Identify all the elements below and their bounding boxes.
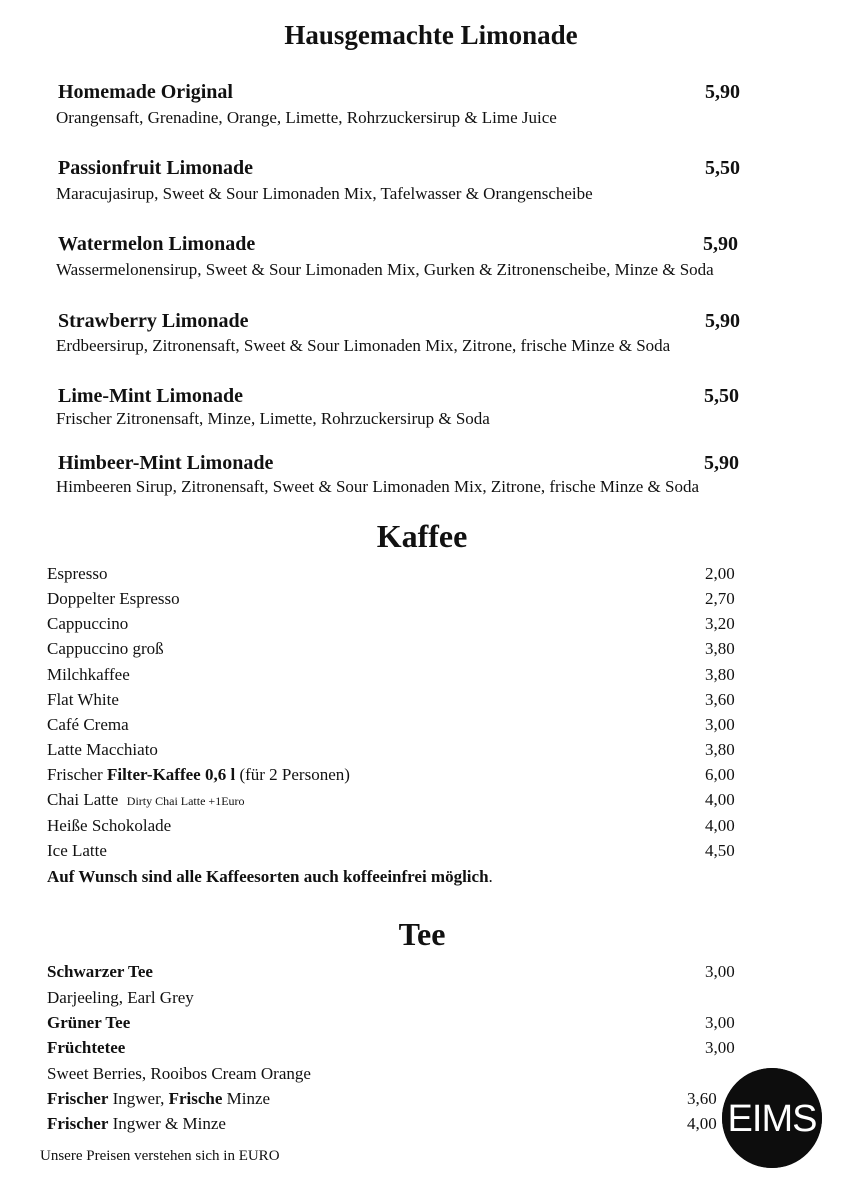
- lemonade-item-desc: Maracujasirup, Sweet & Sour Limonaden Mix, Tafelwasser & Orangenscheibe: [56, 184, 593, 203]
- filter-bold: Filter-Kaffee 0,6 l: [106, 765, 236, 784]
- eims-logo: [722, 1068, 822, 1168]
- tea-item-price: 3,00: [705, 962, 735, 981]
- coffee-item-name: Flat White: [47, 690, 119, 709]
- lemonade-item-price: 5,90: [705, 81, 740, 103]
- coffee-item-price: 3,80: [705, 740, 735, 759]
- tea-item-fresh-ginger-and-mint: [47, 1114, 226, 1134]
- coffee-title: Kaffee: [376, 518, 468, 554]
- lemonade-item-price: 5,90: [705, 310, 740, 332]
- filter-prefix: Frischer: [47, 765, 107, 784]
- lemonade-item-name: Watermelon Limonade: [58, 233, 256, 255]
- coffee-item-name: Doppelter Espresso: [47, 589, 180, 608]
- coffee-item-price: 3,20: [705, 614, 735, 633]
- decaf-note-end: .: [488, 867, 493, 886]
- coffee-item-price: 2,70: [705, 589, 735, 608]
- coffee-item-price: 4,50: [705, 841, 735, 860]
- eims-logo-mark: [722, 1068, 822, 1168]
- filter-suffix: (für 2 Personen): [235, 765, 350, 784]
- lemonade-item-desc: Erdbeersirup, Zitronensaft, Sweet & Sour Limonaden Mix, Zitrone, frische Minze & Soda: [56, 336, 671, 355]
- fresh1-p1: Frischer: [47, 1089, 109, 1108]
- coffee-item-price: 3,00: [705, 715, 735, 734]
- tea-varieties: Sweet Berries, Rooibos Cream Orange: [47, 1064, 311, 1083]
- lemonade-item-price: 5,50: [705, 157, 740, 179]
- coffee-item-price: 3,80: [705, 665, 735, 684]
- coffee-item-name: Milchkaffee: [47, 665, 130, 684]
- coffee-item-chai: [47, 790, 245, 810]
- lemonade-title: Hausgemachte Limonade: [284, 20, 578, 50]
- lemonade-item-desc: Frischer Zitronensaft, Minze, Limette, Rohrzuckersirup & Soda: [56, 409, 490, 428]
- fresh1-p3: Frische: [168, 1089, 223, 1108]
- coffee-item-price: 3,60: [705, 690, 735, 709]
- coffee-item-filter: [47, 765, 350, 785]
- decaf-note-bold: Auf Wunsch sind alle Kaffeesorten auch koffeeinfrei möglich: [47, 867, 489, 886]
- coffee-item-name: Heiße Schokolade: [47, 816, 172, 835]
- fresh2-p1: Frischer: [47, 1114, 109, 1133]
- lemonade-item-name: Himbeer-Mint Limonade: [58, 452, 274, 474]
- eims-logo-text: EIMS: [727, 1098, 817, 1140]
- chai-name: Chai Latte: [47, 790, 119, 809]
- coffee-item-name: Latte Macchiato: [47, 740, 158, 759]
- coffee-item-price: 4,00: [705, 790, 735, 809]
- tea-item-price: 3,00: [705, 1038, 735, 1057]
- fresh1-p4: Minze: [222, 1089, 271, 1108]
- coffee-item-name: Cappuccino groß: [47, 639, 164, 658]
- lemonade-item-name: Strawberry Limonade: [58, 310, 249, 332]
- tea-item-name: Früchtetee: [47, 1038, 126, 1057]
- chai-note: Dirty Chai Latte +1Euro: [126, 794, 245, 808]
- lemonade-item-price: 5,90: [704, 452, 739, 474]
- coffee-item-price: 6,00: [705, 765, 735, 784]
- fresh1-p2: Ingwer,: [108, 1089, 169, 1108]
- price-footer-note: Unsere Preisen verstehen sich in EURO: [40, 1148, 280, 1164]
- lemonade-item-name: Lime-Mint Limonade: [58, 385, 243, 407]
- lemonade-item-desc: Himbeeren Sirup, Zitronensaft, Sweet & Sour Limonaden Mix, Zitrone, frische Minze & Soda: [56, 477, 700, 496]
- lemonade-item-desc: Wassermelonensirup, Sweet & Sour Limonaden Mix, Gurken & Zitronenscheibe, Minze & Soda: [56, 260, 714, 279]
- lemonade-item-desc: Orangensaft, Grenadine, Orange, Limette, Rohrzuckersirup & Lime Juice: [56, 108, 557, 127]
- tea-title: Tee: [398, 916, 446, 952]
- lemonade-item-price: 5,50: [704, 385, 739, 407]
- tea-item-name: Grüner Tee: [47, 1013, 131, 1032]
- lemonade-item-price: 5,90: [703, 233, 738, 255]
- fresh2-p2: Ingwer & Minze: [108, 1114, 226, 1133]
- tea-varieties: Darjeeling, Earl Grey: [47, 988, 194, 1007]
- tea-item-fresh-ginger-mint: [47, 1089, 270, 1109]
- coffee-item-price: 4,00: [705, 816, 735, 835]
- coffee-item-name: Espresso: [47, 564, 108, 583]
- coffee-item-name: Café Crema: [47, 715, 129, 734]
- coffee-item-name: Cappuccino: [47, 614, 129, 633]
- coffee-item-price: 2,00: [705, 564, 735, 583]
- decaf-note: [47, 867, 493, 887]
- tea-item-price: 3,60: [687, 1089, 717, 1108]
- tea-item-name: Schwarzer Tee: [47, 962, 153, 981]
- tea-item-price: 4,00: [687, 1114, 717, 1133]
- coffee-item-price: 3,80: [705, 639, 735, 658]
- lemonade-item-name: Passionfruit Limonade: [58, 157, 254, 179]
- coffee-item-name: Ice Latte: [47, 841, 107, 860]
- lemonade-item-name: Homemade Original: [58, 81, 233, 103]
- tea-item-price: 3,00: [705, 1013, 735, 1032]
